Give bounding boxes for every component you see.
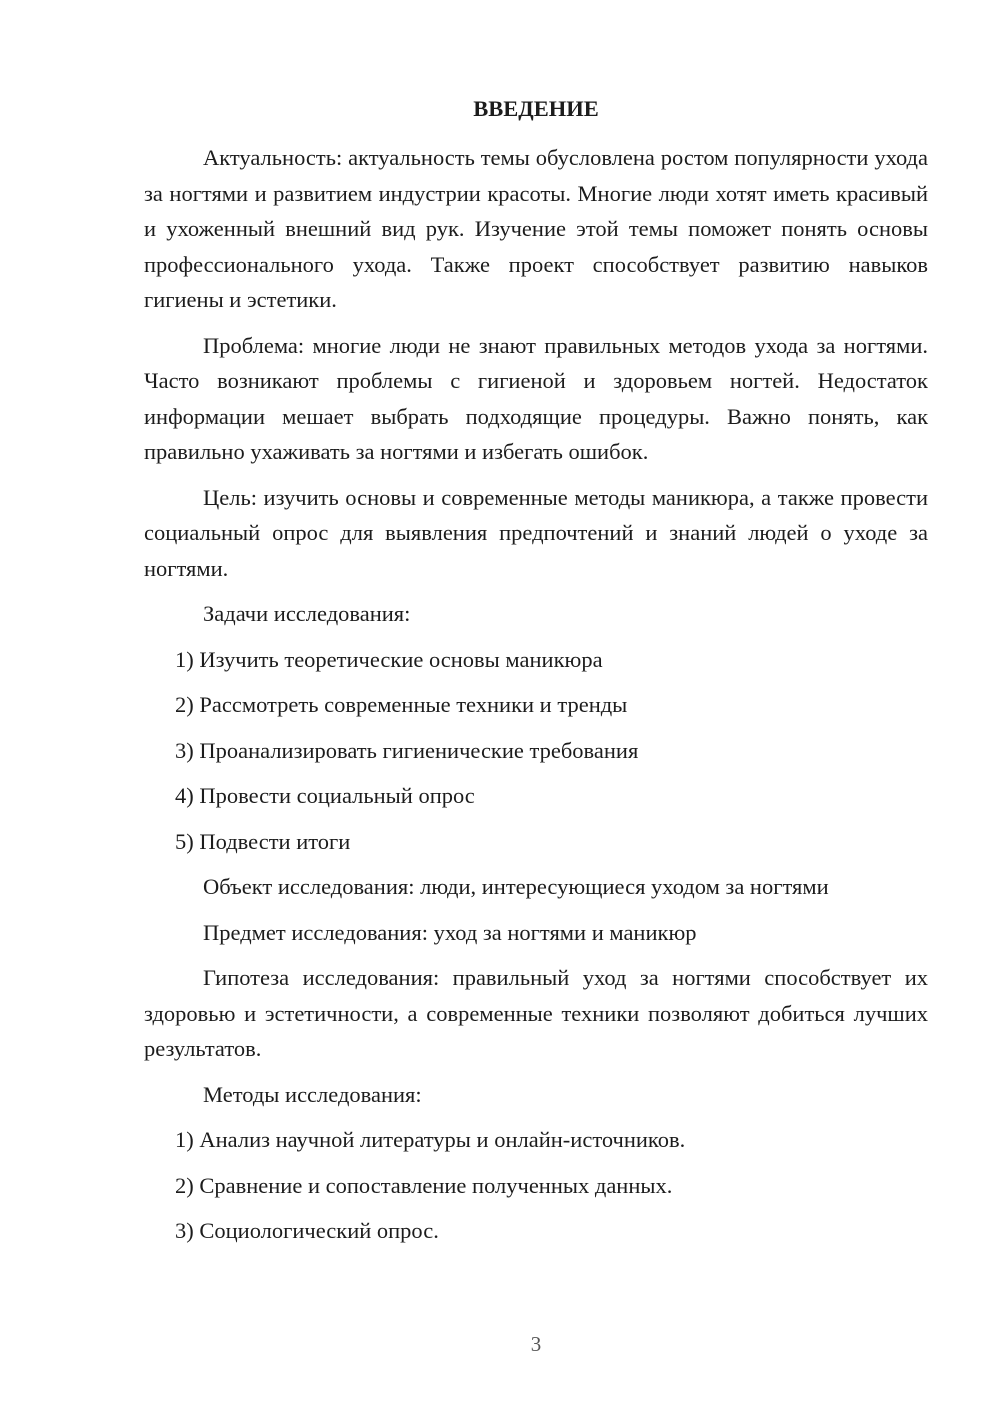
task-item: 1) Изучить теоретические основы маникюра <box>175 646 603 672</box>
task-item: 3) Проанализировать гигиенические требования <box>175 737 639 763</box>
methods-label: Методы исследования: <box>203 1081 422 1107</box>
problem-paragraph: Проблема: многие люди не знают правильных методов ухода за ногтями. Часто возникают проблемы с гигиеной и здоровьем ногтей. Недостаток информации мешает выбрать подходящие процедуры. Важно понять, как правильно ухаживать за ногтями и избегать ошибок. <box>144 332 928 464</box>
task-item: 5) Подвести итоги <box>175 828 351 854</box>
section-title: ВВЕДЕНИЕ <box>473 96 599 121</box>
actuality-paragraph: Актуальность: актуальность темы обусловлена ростом популярности ухода за ногтями и развитием индустрии красоты. Многие люди хотят иметь красивый и ухоженный внешний вид рук. Изучение этой темы поможет понять основы профессионального ухода. Также проект способствует развитию навыков гигиены и эстетики. <box>144 145 928 312</box>
method-item: 3) Социологический опрос. <box>175 1218 439 1243</box>
subject-line: Предмет исследования: уход за ногтями и маникюр <box>203 919 697 945</box>
method-item: 1) Анализ научной литературы и онлайн-источников. <box>175 1127 686 1152</box>
method-item: 2) Сравнение и сопоставление полученных данных. <box>175 1172 673 1198</box>
hypothesis-paragraph: Гипотеза исследования: правильный уход за ногтями способствует их здоровью и эстетичности, а современные техники позволяют добиться лучших результатов. <box>144 965 928 1061</box>
task-item: 2) Рассмотреть современные техники и тренды <box>175 692 628 717</box>
page-number: 3 <box>530 1332 542 1356</box>
object-line: Объект исследования: люди, интересующиеся уходом за ногтями <box>203 874 829 899</box>
document-page <box>144 94 928 1259</box>
tasks-label: Задачи исследования: <box>203 601 411 626</box>
goal-paragraph: Цель: изучить основы и современные методы маникюра, а также провести социальный опрос для выявления предпочтений и знаний людей о уходе за ногтями. <box>144 484 928 581</box>
task-item: 4) Провести социальный опрос <box>175 783 475 808</box>
